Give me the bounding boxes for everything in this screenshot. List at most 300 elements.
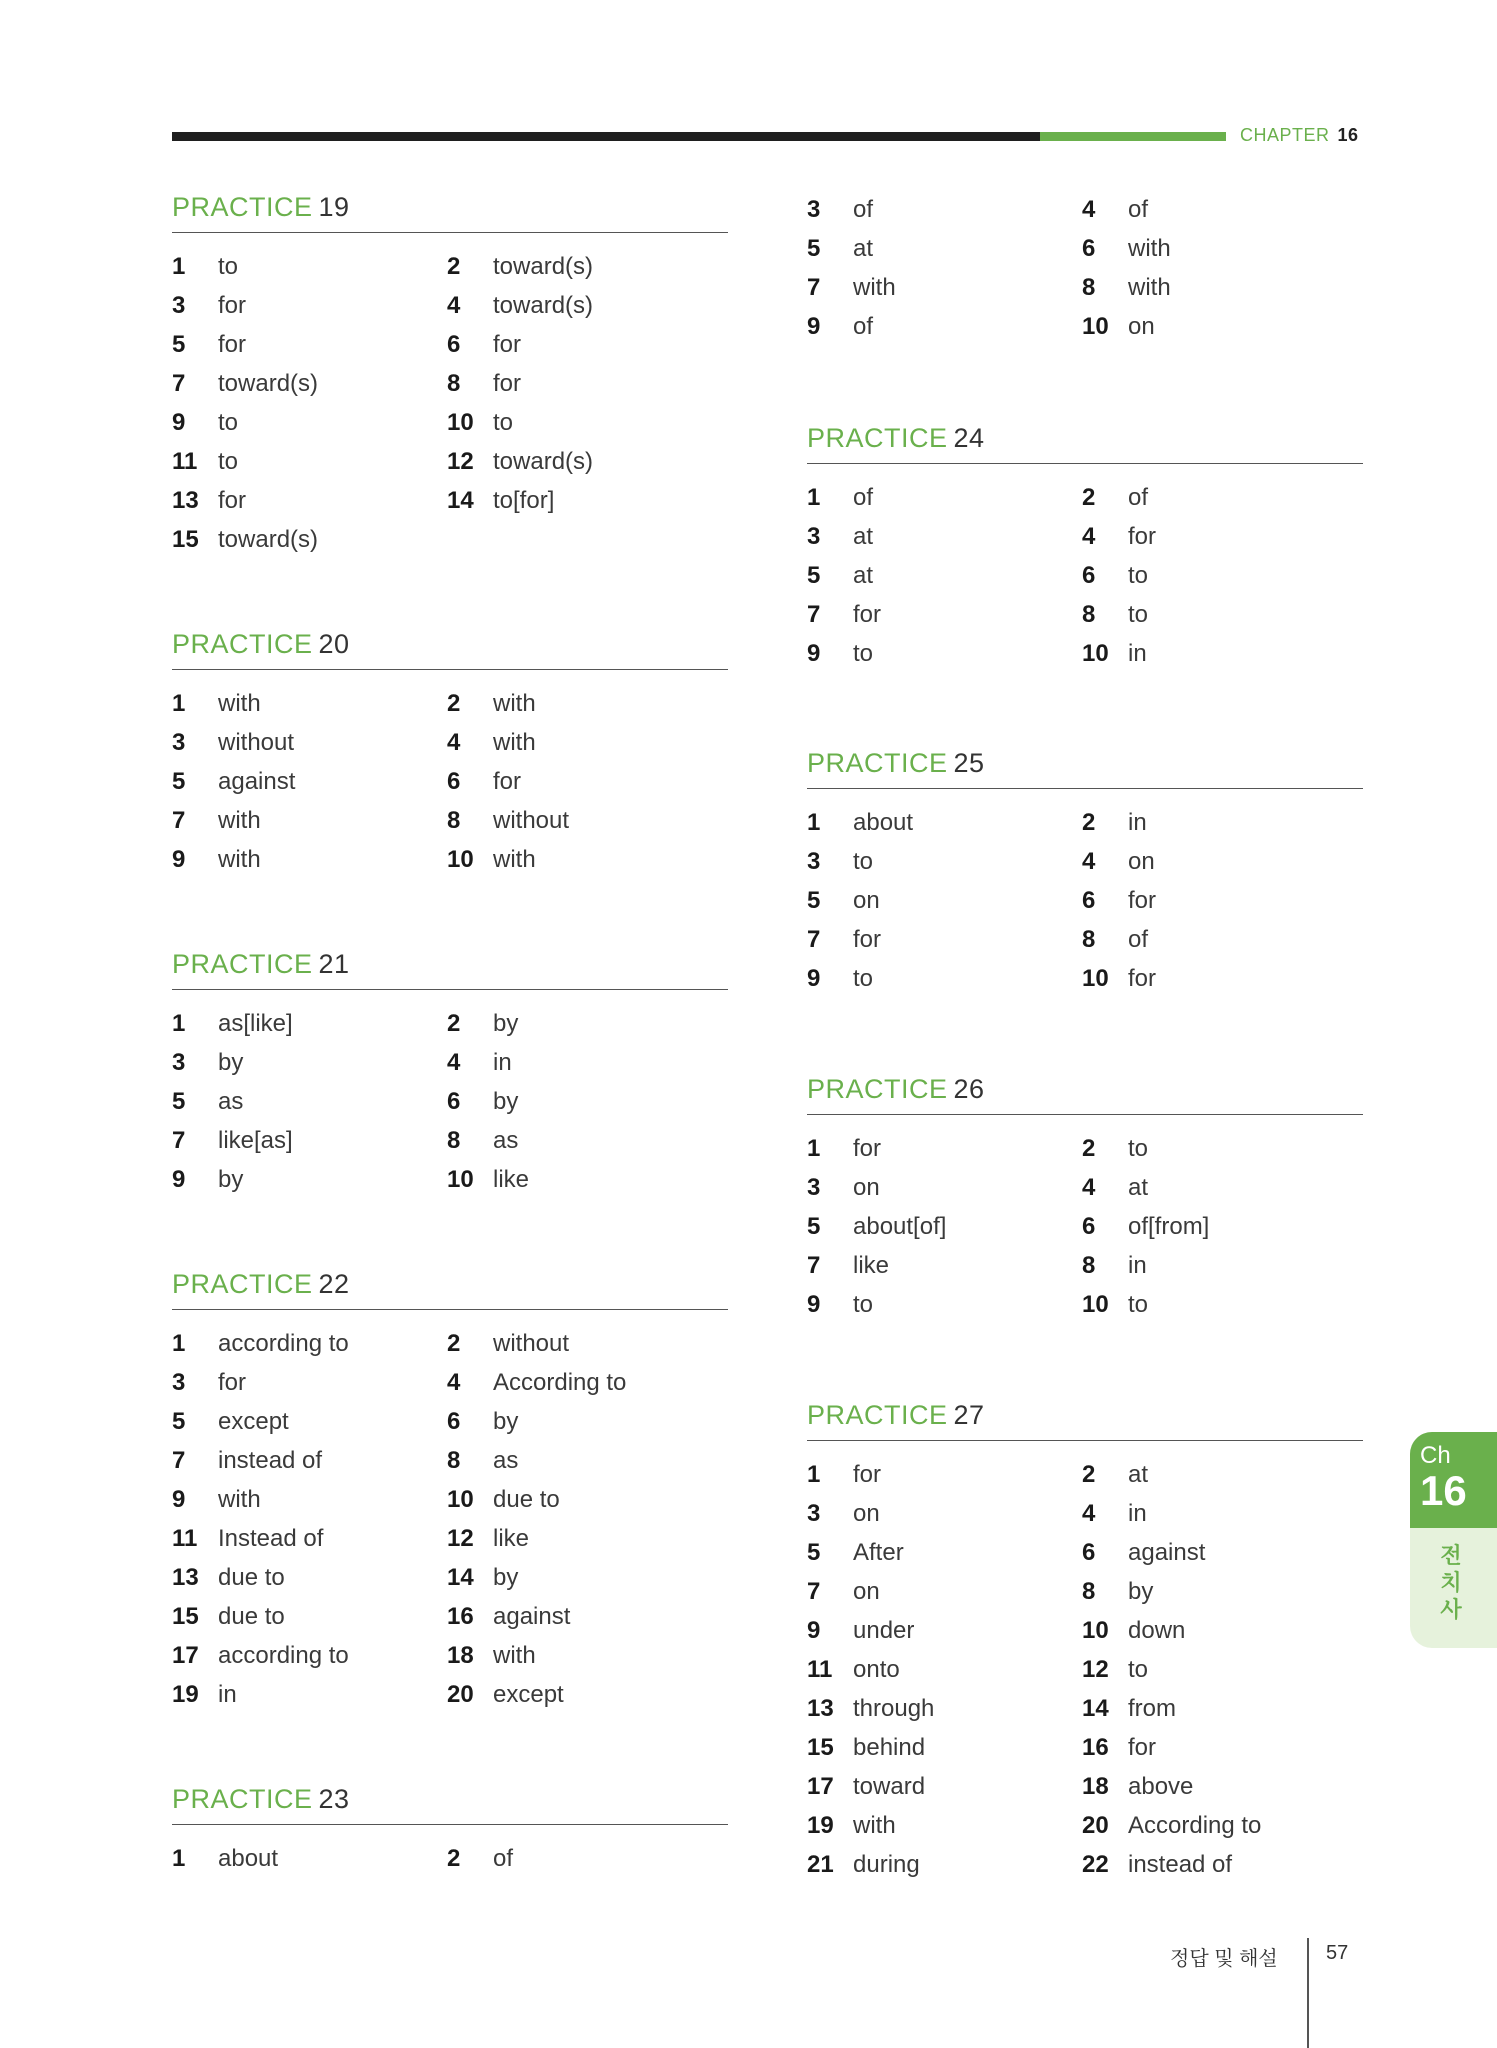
answer-text: by <box>493 1564 519 1591</box>
answer-number: 18 <box>447 1642 474 1669</box>
answer-item <box>172 442 447 481</box>
side-tab-ch: Ch <box>1420 1442 1451 1469</box>
answer-text: with <box>853 1812 896 1839</box>
answer-number: 4 <box>1082 523 1096 550</box>
answer-number: 2 <box>447 1330 461 1357</box>
section-title-word: PRACTICE <box>807 748 948 778</box>
side-tab-topic-char: 치 <box>1440 1570 1462 1595</box>
answer-item <box>172 684 447 723</box>
answer-item <box>447 1004 728 1043</box>
answer-text: about <box>218 1845 279 1872</box>
answer-number: 8 <box>1082 1578 1096 1605</box>
answer-number: 3 <box>807 1174 821 1201</box>
answer-text: behind <box>853 1734 926 1761</box>
answer-text: to <box>1128 1656 1149 1683</box>
answer-text: by <box>493 1088 519 1115</box>
answer-item <box>1082 1611 1363 1650</box>
answer-text: to <box>1128 562 1149 589</box>
answer-text: According to <box>1128 1812 1262 1839</box>
answer-number: 2 <box>1082 809 1096 836</box>
answer-text: for <box>493 370 522 397</box>
answer-number: 10 <box>1082 1617 1109 1644</box>
answer-item <box>807 307 1082 346</box>
answer-number: 15 <box>172 1603 199 1630</box>
answer-text: at <box>1128 1461 1149 1488</box>
answer-text: to <box>853 640 874 667</box>
answer-item <box>447 840 728 879</box>
answer-item <box>447 1043 728 1082</box>
answer-number: 4 <box>447 729 461 756</box>
answer-number: 13 <box>172 487 199 514</box>
answer-number: 8 <box>447 370 461 397</box>
answer-text: of <box>1128 484 1149 511</box>
answer-number: 16 <box>447 1603 474 1630</box>
answer-item <box>172 481 447 520</box>
answer-item <box>447 403 728 442</box>
answer-text: except <box>493 1681 564 1708</box>
answer-item <box>172 364 447 403</box>
answer-number: 5 <box>807 1213 821 1240</box>
answer-item <box>807 1806 1082 1845</box>
answer-number: 7 <box>807 1578 821 1605</box>
answer-item <box>807 1572 1082 1611</box>
answer-item <box>1082 1129 1363 1168</box>
answer-grid <box>807 1455 1363 1884</box>
answer-item <box>172 801 447 840</box>
answer-number: 9 <box>172 409 186 436</box>
answer-text: toward(s) <box>218 526 319 553</box>
answer-number: 9 <box>172 1486 186 1513</box>
answer-text: of <box>1128 926 1149 953</box>
answer-number: 7 <box>172 807 186 834</box>
answer-grid <box>172 247 728 559</box>
section-title-word: PRACTICE <box>172 1269 313 1299</box>
answer-item <box>447 1160 728 1199</box>
answer-text: during <box>853 1851 920 1878</box>
answer-text: as <box>218 1088 244 1115</box>
answer-grid <box>807 803 1363 998</box>
answer-item <box>807 1728 1082 1767</box>
answer-number: 2 <box>1082 1461 1096 1488</box>
answer-text: Instead of <box>218 1525 324 1552</box>
answer-item <box>447 1402 728 1441</box>
answer-number: 4 <box>447 1049 461 1076</box>
answer-item <box>447 723 728 762</box>
answer-number: 12 <box>1082 1656 1109 1683</box>
answer-text: according to <box>218 1642 349 1669</box>
answer-text: with <box>1128 235 1171 262</box>
answer-item <box>447 325 728 364</box>
answer-text: for <box>853 601 882 628</box>
answer-number: 3 <box>172 1049 186 1076</box>
answer-item <box>447 1480 728 1519</box>
section-title-word: PRACTICE <box>172 949 313 979</box>
answer-item <box>1082 307 1363 346</box>
answer-item <box>447 1441 728 1480</box>
answer-item <box>1082 1572 1363 1611</box>
answer-text: toward <box>853 1773 926 1800</box>
answer-item <box>807 478 1082 517</box>
answer-text: toward(s) <box>493 292 594 319</box>
answer-item <box>807 1611 1082 1650</box>
answer-number: 2 <box>1082 484 1096 511</box>
answer-number: 8 <box>447 1127 461 1154</box>
answer-number: 8 <box>1082 926 1096 953</box>
section-title-number: 23 <box>318 1784 350 1814</box>
answer-item <box>447 1121 728 1160</box>
answer-text: toward(s) <box>493 253 594 280</box>
answer-number: 16 <box>1082 1734 1109 1761</box>
answer-text: by <box>1128 1578 1154 1605</box>
answer-number: 13 <box>807 1695 834 1722</box>
answer-text: in <box>1128 809 1147 836</box>
answer-text: except <box>218 1408 289 1435</box>
answer-item <box>172 325 447 364</box>
answer-text: in <box>1128 640 1147 667</box>
answer-text: through <box>853 1695 935 1722</box>
answer-number: 2 <box>447 1010 461 1037</box>
answer-item <box>447 1839 728 1878</box>
answer-number: 5 <box>172 768 186 795</box>
answer-item <box>807 881 1082 920</box>
answer-item <box>807 1129 1082 1168</box>
answer-item <box>807 1845 1082 1884</box>
answer-item <box>447 1519 728 1558</box>
answer-item <box>807 1767 1082 1806</box>
section-title <box>172 190 728 233</box>
answer-number: 7 <box>172 370 186 397</box>
answer-number: 2 <box>447 253 461 280</box>
answer-item <box>1082 478 1363 517</box>
practice-25-section <box>807 746 1363 998</box>
answer-text: at <box>853 562 874 589</box>
answer-number: 10 <box>1082 313 1109 340</box>
answer-grid <box>807 1129 1363 1324</box>
answer-item <box>172 1160 447 1199</box>
answer-text: for <box>1128 965 1157 992</box>
chapter-label <box>1240 125 1359 146</box>
answer-text: to <box>1128 1291 1149 1318</box>
answer-text: for <box>218 1369 247 1396</box>
side-tab-header <box>1410 1432 1497 1528</box>
answer-number: 14 <box>1082 1695 1109 1722</box>
answer-number: 1 <box>807 484 821 511</box>
answer-number: 4 <box>447 292 461 319</box>
answer-number: 19 <box>807 1812 834 1839</box>
answer-number: 7 <box>172 1447 186 1474</box>
answer-item <box>172 403 447 442</box>
answer-number: 4 <box>1082 1174 1096 1201</box>
answer-number: 1 <box>807 1461 821 1488</box>
answer-text: for <box>493 768 522 795</box>
answer-text: of <box>1128 196 1149 223</box>
section-title-word: PRACTICE <box>807 423 948 453</box>
answer-number: 7 <box>807 926 821 953</box>
answer-item <box>807 634 1082 673</box>
answer-text: with <box>218 1486 261 1513</box>
answer-text: like <box>493 1166 530 1193</box>
practice-20-section <box>172 627 728 879</box>
answer-text: of <box>493 1845 514 1872</box>
answer-item <box>447 364 728 403</box>
answer-number: 11 <box>172 448 198 475</box>
answer-item <box>1082 1455 1363 1494</box>
answer-number: 2 <box>447 1845 461 1872</box>
answer-text: like[as] <box>218 1127 293 1154</box>
answer-number: 3 <box>807 848 821 875</box>
answer-number: 6 <box>447 1088 461 1115</box>
section-title-word: PRACTICE <box>807 1400 948 1430</box>
answer-text: with <box>493 1642 536 1669</box>
answer-number: 12 <box>447 448 474 475</box>
answer-item <box>447 1363 728 1402</box>
answer-number: 5 <box>172 1408 186 1435</box>
answer-text: as[like] <box>218 1010 293 1037</box>
answer-text: of <box>853 313 874 340</box>
section-title-word: PRACTICE <box>172 629 313 659</box>
answer-text: with <box>853 274 896 301</box>
answer-item <box>447 1675 728 1714</box>
answer-item <box>807 959 1082 998</box>
answer-item <box>172 840 447 879</box>
answer-number: 1 <box>807 1135 821 1162</box>
answer-number: 6 <box>1082 562 1096 589</box>
practice-24-section <box>807 421 1363 673</box>
answer-text: for <box>853 1135 882 1162</box>
answer-text: on <box>853 1500 880 1527</box>
answer-number: 21 <box>807 1851 834 1878</box>
section-title <box>172 627 728 670</box>
answer-text: with <box>218 690 261 717</box>
answer-text: with <box>218 807 261 834</box>
answer-item <box>807 190 1082 229</box>
section-title <box>172 1782 728 1825</box>
answer-text: on <box>1128 848 1155 875</box>
answer-text: according to <box>218 1330 349 1357</box>
answer-item <box>1082 842 1363 881</box>
section-title-number: 26 <box>953 1074 985 1104</box>
answer-text: against <box>493 1603 571 1630</box>
side-tab-number: 16 <box>1420 1467 1467 1514</box>
answer-number: 15 <box>807 1734 834 1761</box>
answer-text: at <box>853 523 874 550</box>
answer-text: against <box>218 768 296 795</box>
answer-number: 14 <box>447 487 474 514</box>
answer-text: for <box>218 292 247 319</box>
answer-item <box>1082 229 1363 268</box>
side-tab-topic-char: 전 <box>1440 1543 1462 1568</box>
answer-number: 14 <box>447 1564 474 1591</box>
answer-number: 3 <box>807 196 821 223</box>
answer-number: 9 <box>807 313 821 340</box>
answer-text: onto <box>853 1656 900 1683</box>
answer-item <box>447 762 728 801</box>
answer-text: on <box>1128 313 1155 340</box>
answer-item <box>1082 1845 1363 1884</box>
answer-text: by <box>493 1010 519 1037</box>
answer-number: 5 <box>172 331 186 358</box>
section-title-word: PRACTICE <box>172 1784 313 1814</box>
answer-grid <box>807 478 1363 673</box>
answer-number: 5 <box>807 235 821 262</box>
answer-number: 10 <box>447 1166 474 1193</box>
answer-number: 4 <box>1082 196 1096 223</box>
answer-text: According to <box>493 1369 627 1396</box>
answer-number: 10 <box>447 409 474 436</box>
answer-text: on <box>853 1578 880 1605</box>
practice-22-section <box>172 1267 728 1714</box>
answer-number: 12 <box>447 1525 474 1552</box>
section-title-number: 19 <box>318 192 350 222</box>
answer-text: to[for] <box>493 487 555 514</box>
answer-number: 20 <box>1082 1812 1109 1839</box>
answer-text: in <box>218 1681 237 1708</box>
answer-number: 6 <box>447 331 461 358</box>
answer-number: 1 <box>172 690 186 717</box>
answer-item <box>172 1519 447 1558</box>
answer-number: 3 <box>807 1500 821 1527</box>
answer-item <box>807 1168 1082 1207</box>
answer-text: by <box>218 1166 244 1193</box>
answer-text: without <box>493 1330 570 1357</box>
answer-text: for <box>1128 1734 1157 1761</box>
answer-item <box>807 229 1082 268</box>
answer-item <box>807 842 1082 881</box>
answer-text: for <box>853 926 882 953</box>
answer-text: instead of <box>218 1447 323 1474</box>
answer-number: 1 <box>172 1010 186 1037</box>
answer-text: to <box>853 848 874 875</box>
answer-item <box>1082 595 1363 634</box>
answer-item <box>807 595 1082 634</box>
answer-text: of <box>853 484 874 511</box>
answer-text: for <box>493 331 522 358</box>
answer-item <box>447 481 728 520</box>
answer-item <box>172 1043 447 1082</box>
answer-item <box>807 1689 1082 1728</box>
answer-number: 15 <box>172 526 199 553</box>
answer-item <box>172 1597 447 1636</box>
answer-item <box>1082 1689 1363 1728</box>
practice-19-section <box>172 190 728 559</box>
answer-item <box>447 442 728 481</box>
answer-text: of <box>853 196 874 223</box>
answer-text: for <box>218 487 247 514</box>
answer-item <box>447 286 728 325</box>
section-title <box>807 746 1363 789</box>
answer-item <box>172 1082 447 1121</box>
answer-number: 7 <box>807 1252 821 1279</box>
answer-number: 3 <box>172 729 186 756</box>
answer-text: under <box>853 1617 915 1644</box>
answer-number: 17 <box>172 1642 199 1669</box>
answer-text: against <box>1128 1539 1206 1566</box>
answer-number: 6 <box>1082 235 1096 262</box>
answer-number: 3 <box>172 292 186 319</box>
answer-number: 3 <box>172 1369 186 1396</box>
answer-item <box>807 803 1082 842</box>
answer-item <box>172 1324 447 1363</box>
answer-number: 8 <box>447 807 461 834</box>
answer-text: due to <box>493 1486 560 1513</box>
answer-number: 9 <box>807 965 821 992</box>
answer-text: from <box>1128 1695 1176 1722</box>
answer-number: 20 <box>447 1681 474 1708</box>
chapter-word: CHAPTER <box>1240 125 1330 145</box>
side-tab-topic-char: 사 <box>1440 1597 1462 1622</box>
answer-text: for <box>853 1461 882 1488</box>
answer-item <box>1082 1728 1363 1767</box>
answer-number: 7 <box>807 601 821 628</box>
answer-item <box>447 1324 728 1363</box>
answer-item <box>447 684 728 723</box>
answer-number: 5 <box>807 562 821 589</box>
answer-number: 13 <box>172 1564 199 1591</box>
answer-number: 10 <box>447 1486 474 1513</box>
answer-item <box>172 247 447 286</box>
section-title <box>807 1072 1363 1115</box>
answer-item <box>1082 1494 1363 1533</box>
answer-number: 4 <box>1082 848 1096 875</box>
answer-number: 6 <box>1082 1539 1096 1566</box>
answer-number: 3 <box>807 523 821 550</box>
answer-item <box>447 1558 728 1597</box>
answer-text: to <box>853 965 874 992</box>
footer-divider <box>1307 1938 1309 2048</box>
answer-item <box>1082 556 1363 595</box>
answer-item <box>807 1533 1082 1572</box>
footer-label: 정답 및 해설 <box>1170 1948 1278 1970</box>
answer-item <box>1082 268 1363 307</box>
answer-item <box>807 517 1082 556</box>
section-title-number: 27 <box>953 1400 985 1430</box>
answer-number: 11 <box>807 1656 833 1683</box>
answer-number: 6 <box>447 1408 461 1435</box>
answer-text: to <box>493 409 514 436</box>
answer-text: like <box>853 1252 890 1279</box>
answer-number: 9 <box>807 1291 821 1318</box>
answer-item <box>447 801 728 840</box>
answer-number: 1 <box>172 253 186 280</box>
practice-23-section <box>172 1782 728 1878</box>
answer-item <box>172 723 447 762</box>
answer-number: 10 <box>447 846 474 873</box>
answer-text: to <box>218 448 239 475</box>
answer-item <box>172 520 447 559</box>
answer-number: 7 <box>807 274 821 301</box>
answer-item <box>807 1455 1082 1494</box>
answer-item <box>172 1441 447 1480</box>
answer-number: 8 <box>447 1447 461 1474</box>
answer-text: in <box>1128 1500 1147 1527</box>
answer-text: on <box>853 887 880 914</box>
answer-text: above <box>1128 1773 1194 1800</box>
section-title-number: 24 <box>953 423 985 453</box>
answer-text: due to <box>218 1564 285 1591</box>
header-rule-green <box>1040 132 1226 141</box>
answer-text: like <box>493 1525 530 1552</box>
answer-number: 17 <box>807 1773 834 1800</box>
answer-item <box>172 1121 447 1160</box>
answer-item <box>172 1480 447 1519</box>
answer-item <box>172 1558 447 1597</box>
answer-item <box>1082 803 1363 842</box>
answer-grid <box>172 1324 728 1714</box>
answer-item <box>807 1650 1082 1689</box>
answer-text: with <box>218 846 261 873</box>
answer-number: 9 <box>807 640 821 667</box>
answer-text: in <box>1128 1252 1147 1279</box>
